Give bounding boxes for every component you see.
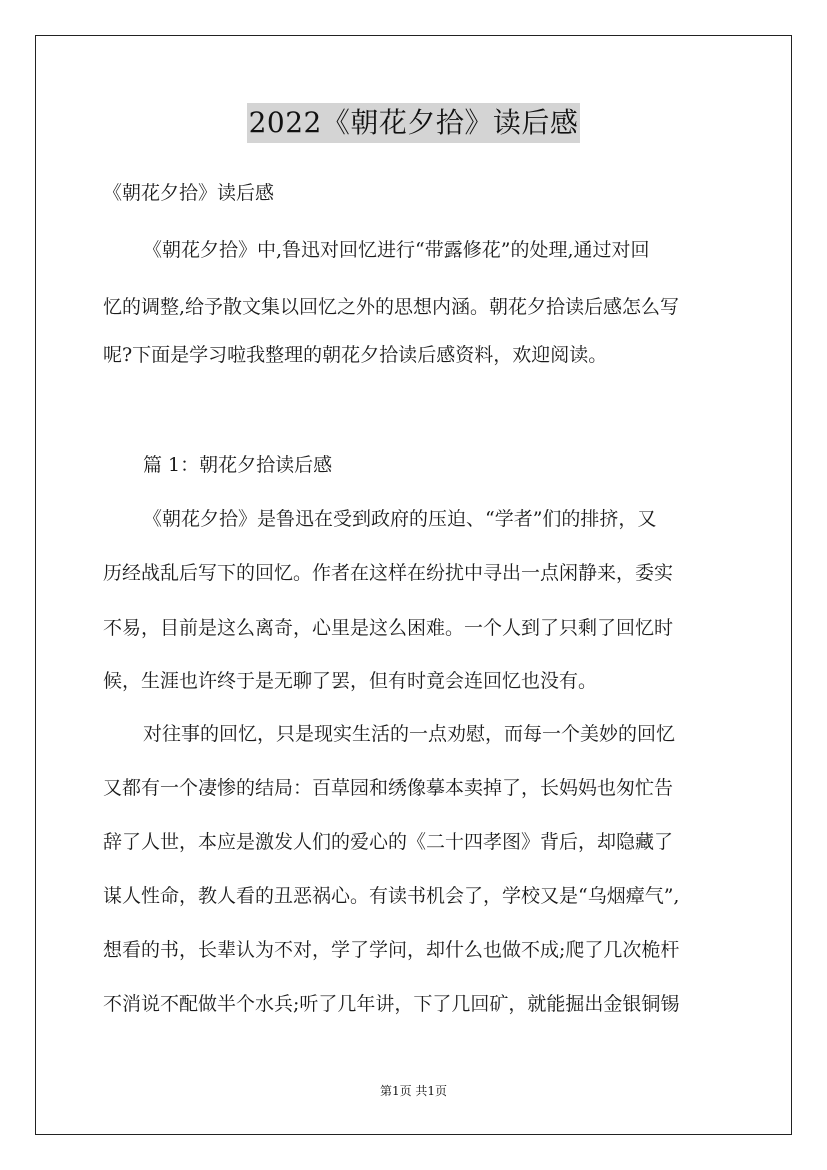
section-heading: 篇 1：朝花夕拾读后感 — [143, 454, 333, 476]
paragraph-line: 不消说不配做半个水兵;听了几年讲，下了几回矿，就能掘出金银铜锡 — [103, 993, 680, 1015]
paragraph-line: 不易，目前是这么离奇，心里是这么困难。一个人到了只剩了回忆时 — [103, 617, 674, 639]
intro-line: 呢?下面是学习啦我整理的朝花夕拾读后感资料，欢迎阅读。 — [103, 344, 608, 366]
document-title — [0, 103, 827, 143]
intro-line: 《朝花夕拾》中,鲁迅对回忆进行“带露修花”的处理,通过对回 — [143, 239, 650, 261]
intro-line: 忆的调整,给予散文集以回忆之外的思想内涵。朝花夕拾读后感怎么写 — [103, 296, 680, 318]
paragraph-line: 谋人性命，教人看的丑恶祸心。有读书机会了，学校又是“乌烟瘴气”, — [103, 885, 680, 907]
paragraph-line: 又都有一个凄惨的结局：百草园和绣像摹本卖掉了，长妈妈也匆忙告 — [103, 777, 674, 799]
paragraph-line: 想看的书，长辈认为不对，学了学问，却什么也做不成;爬了几次桅杆 — [103, 939, 680, 961]
paragraph-line: 辞了人世，本应是激发人们的爱心的《二十四孝图》背后，却隐藏了 — [103, 831, 674, 853]
paragraph-line: 《朝花夕拾》是鲁迅在受到政府的压迫、“学者”们的排挤，又 — [143, 508, 657, 530]
document-subtitle: 《朝花夕拾》读后感 — [103, 182, 275, 204]
paragraph-line: 历经战乱后写下的回忆。作者在这样在纷扰中寻出一点闲静来，委实 — [103, 562, 674, 584]
paragraph-line: 候，生涯也许终于是无聊了罢，但有时竟会连回忆也没有。 — [103, 670, 598, 692]
page-number-footer: 第1页 共1页 — [379, 1084, 448, 1098]
document-title-text: 2022《朝花夕拾》读后感 — [247, 103, 581, 143]
paragraph-line: 对往事的回忆，只是现实生活的一点劝慰，而每一个美妙的回忆 — [143, 723, 676, 745]
